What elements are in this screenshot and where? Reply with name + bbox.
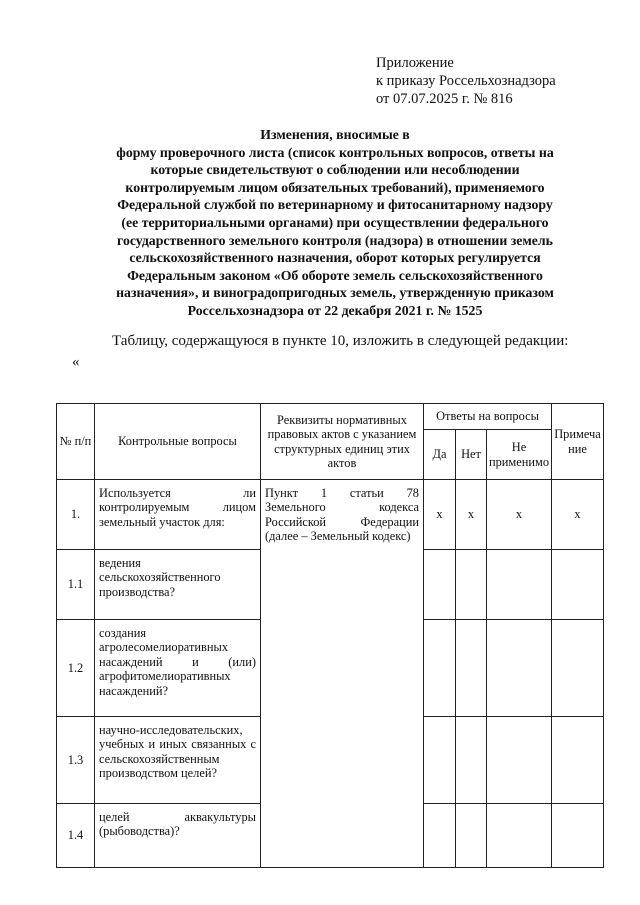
title-line: Изменения, вносимые в	[260, 127, 410, 142]
answer-no	[456, 804, 487, 868]
row-question: ведения сельскохозяйственного производства?	[95, 550, 261, 620]
requisite-cell: Пункт 1 статьи 78 Земельного кодекса Российской Федерации (далее – Земельный кодекс)	[261, 480, 424, 868]
header-questions: Контрольные вопросы	[95, 404, 261, 480]
answer-no	[456, 620, 487, 717]
answer-yes	[424, 550, 456, 620]
appendix-line: от 07.07.2025 г. № 816	[376, 91, 513, 107]
row-number: 1.2	[57, 620, 95, 717]
checklist-table	[56, 403, 604, 868]
intro-paragraph: Таблицу, содержащуюся в пункте 10, изложить в следующей редакции:	[112, 333, 569, 349]
title-line: государственного земельного контроля (надзора) в отношении земель	[117, 232, 553, 248]
answer-no: х	[456, 480, 487, 550]
header-answers: Ответы на вопросы	[424, 404, 552, 430]
title-line: Федеральным законом «Об обороте земель сельскохозяйственного	[127, 267, 543, 283]
document-title	[60, 126, 610, 320]
table-row	[57, 480, 604, 550]
answer-note: х	[552, 480, 604, 550]
answer-na	[487, 550, 552, 620]
answer-yes: х	[424, 480, 456, 550]
row-question: Используется ли контролируемым лицом земельный участок для:	[95, 480, 261, 550]
row-number: 1.3	[57, 717, 95, 804]
row-question: создания агролесомелиоративных насаждений и (или) агрофитомелиоративных насаждений?	[95, 620, 261, 717]
header-na: Не применимо	[487, 430, 552, 480]
answer-note	[552, 717, 604, 804]
title-line: Россельхознадзора от 22 декабря 2021 г. № 1525	[187, 302, 483, 318]
answer-na: х	[487, 480, 552, 550]
opening-quote: «	[72, 354, 80, 370]
row-number: 1.1	[57, 550, 95, 620]
appendix-block	[376, 54, 556, 108]
answer-note	[552, 620, 604, 717]
header-requisites: Реквизиты нормативных правовых актов с указанием структурных единиц этих актов	[261, 404, 424, 480]
header-no: Нет	[456, 430, 487, 480]
answer-yes	[424, 804, 456, 868]
title-line: Федеральной службой по ветеринарному и фитосанитарному надзору	[117, 197, 553, 213]
title-line: назначения», и виноградопригодных земель, утвержденную приказом	[116, 285, 554, 301]
answer-no	[456, 717, 487, 804]
title-line: сельскохозяйственного назначения, оборот которых регулируется	[129, 250, 541, 266]
title-line: (ее территориальными органами) при осуществлении федерального	[121, 214, 549, 230]
appendix-line: Приложение	[376, 55, 454, 71]
answer-note	[552, 804, 604, 868]
title-line: которые свидетельствуют о соблюдении или несоблюдении	[150, 162, 520, 178]
header-yes: Да	[424, 430, 456, 480]
row-question: целей аквакультуры (рыбоводства)?	[95, 804, 261, 868]
title-line: форму проверочного листа (список контрольных вопросов, ответы на	[116, 144, 554, 160]
row-question: научно-исследовательских, учебных и иных связанных с сельскохозяйственным производством целей?	[95, 717, 261, 804]
answer-yes	[424, 620, 456, 717]
answer-note	[552, 550, 604, 620]
title-line: контролируемым лицом обязательных требований), применяемого	[125, 179, 545, 195]
row-number: 1.4	[57, 804, 95, 868]
answer-no	[456, 550, 487, 620]
appendix-line: к приказу Россельхознадзора	[376, 73, 556, 89]
answer-na	[487, 620, 552, 717]
header-note: Примечание	[552, 404, 604, 480]
header-num: № п/п	[57, 404, 95, 480]
answer-yes	[424, 717, 456, 804]
answer-na	[487, 717, 552, 804]
answer-na	[487, 804, 552, 868]
row-number: 1.	[57, 480, 95, 550]
